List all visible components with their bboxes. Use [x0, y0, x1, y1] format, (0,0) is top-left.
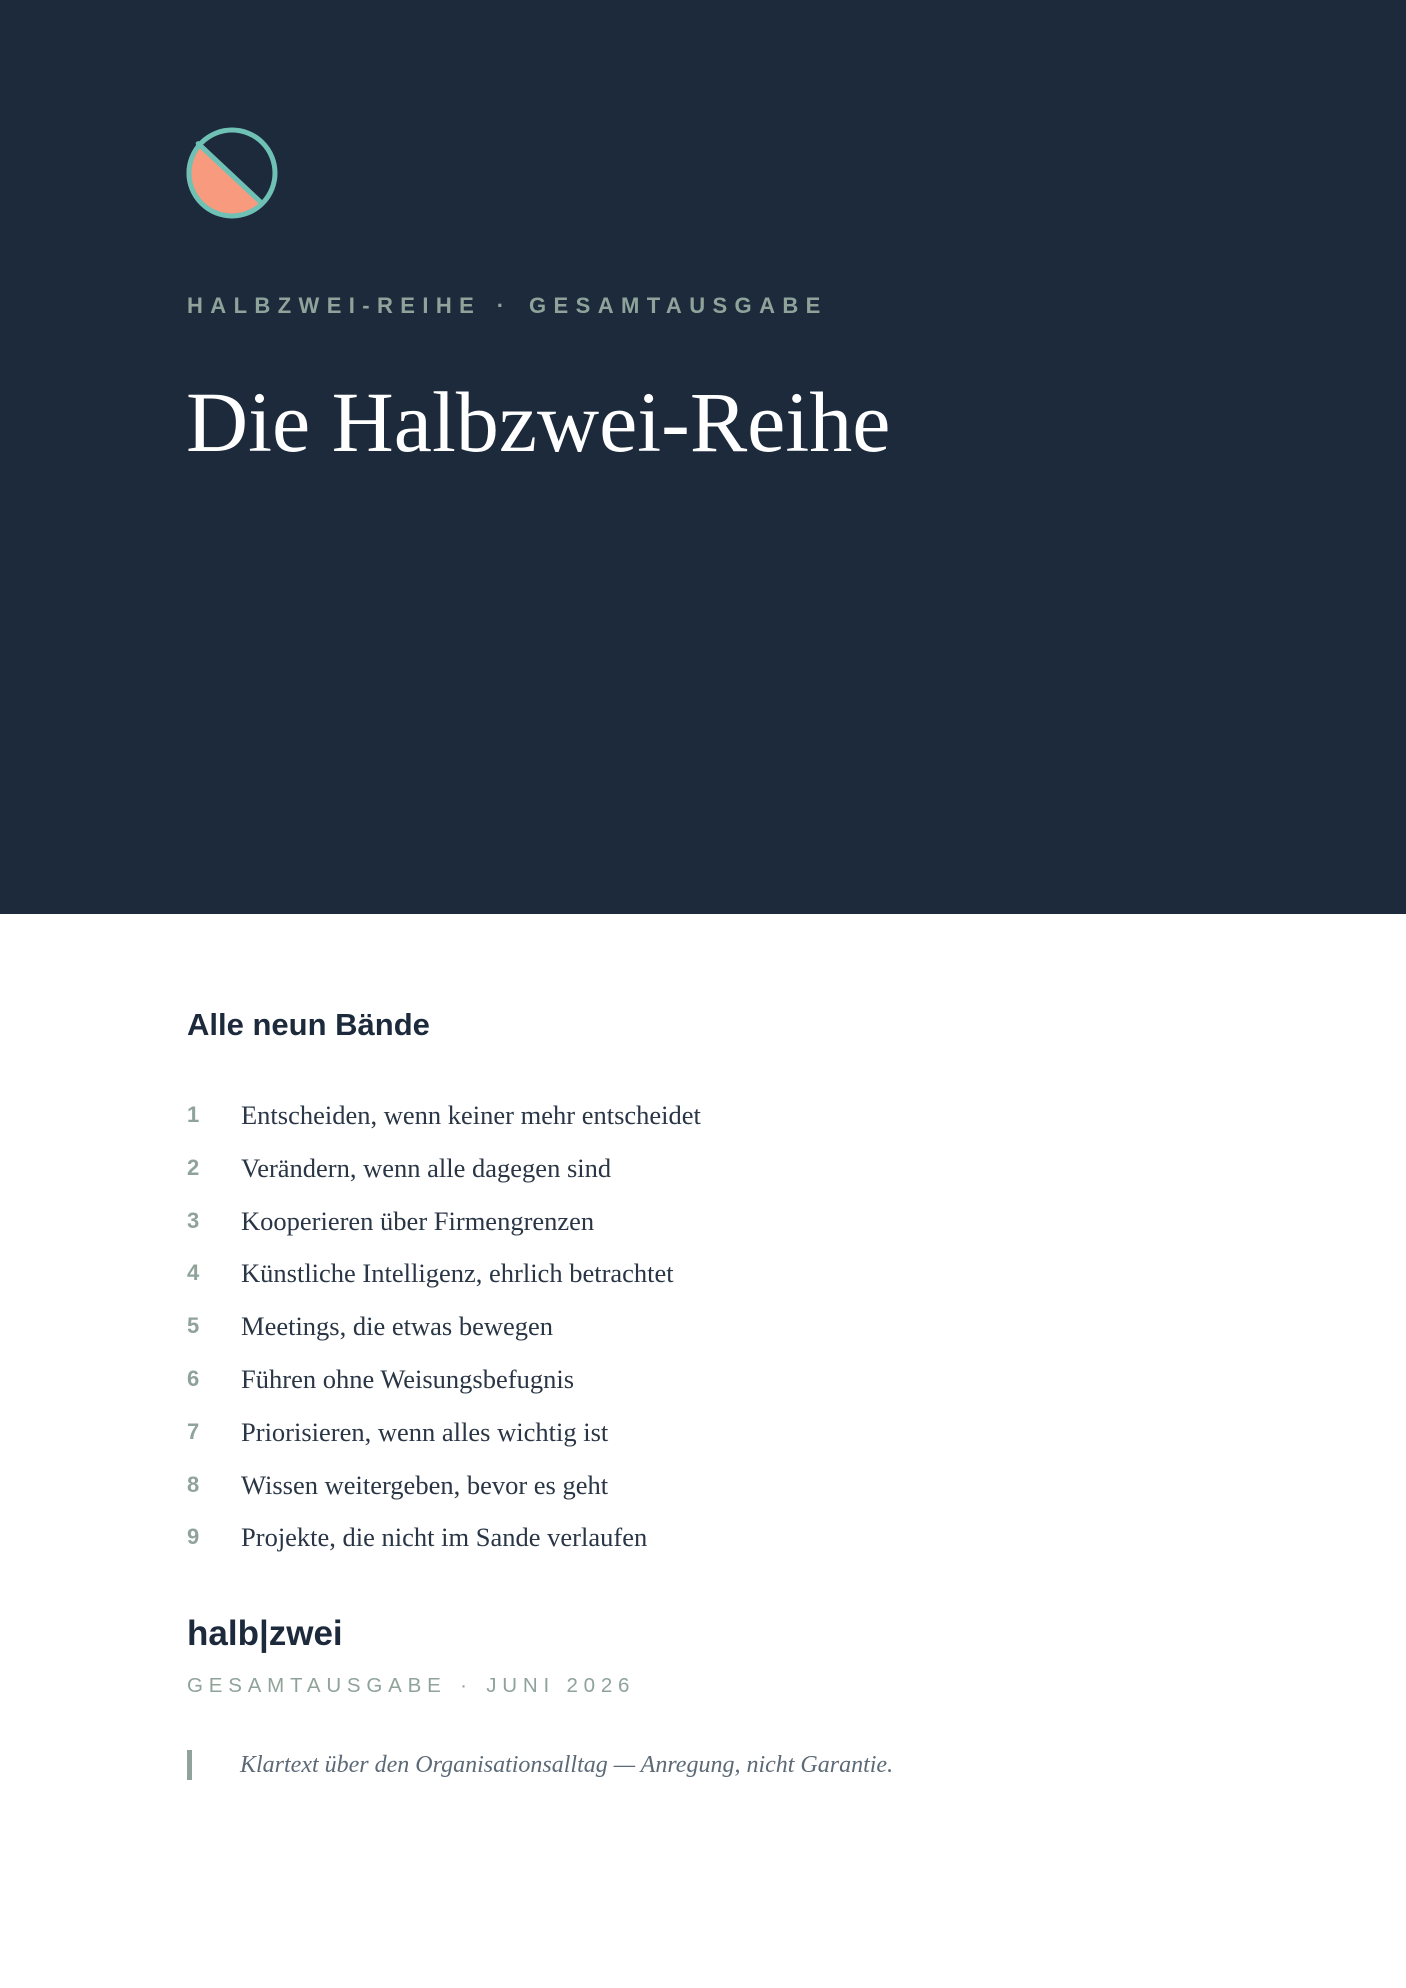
volume-list	[187, 1096, 701, 1571]
list-item	[187, 1413, 701, 1466]
volume-title: Meetings, die etwas bewegen	[241, 1311, 554, 1342]
page-title: Die Halbzwei-Reihe	[186, 374, 891, 470]
halbzwei-circle-logo-icon	[186, 126, 278, 222]
volumes-heading: Alle neun Bände	[187, 1007, 430, 1042]
volume-number: 5	[187, 1313, 200, 1339]
edition-label: GESAMTAUSGABE	[187, 1674, 447, 1697]
eyebrow-series-name: HALBZWEI-REIHE	[187, 293, 482, 318]
edition-line	[187, 1674, 635, 1698]
list-item	[187, 1202, 701, 1255]
volume-number: 4	[187, 1260, 200, 1286]
volume-title: Kooperieren über Firmengrenzen	[241, 1205, 595, 1236]
list-item	[187, 1149, 701, 1202]
volume-title: Projekte, die nicht im Sande verlaufen	[241, 1522, 648, 1553]
list-item	[187, 1360, 701, 1413]
edition-separator: ·	[460, 1674, 473, 1697]
eyebrow-edition: GESAMTAUSGABE	[529, 293, 828, 318]
list-item	[187, 1518, 701, 1571]
volume-number: 9	[187, 1524, 200, 1550]
volume-title: Priorisieren, wenn alles wichtig ist	[241, 1416, 609, 1447]
list-item	[187, 1254, 701, 1307]
volume-number: 7	[187, 1418, 200, 1444]
list-item	[187, 1307, 701, 1360]
list-item	[187, 1466, 701, 1519]
volume-number: 3	[187, 1207, 200, 1233]
brand-wordmark: halb|zwei	[187, 1614, 343, 1653]
volume-number: 1	[187, 1102, 200, 1127]
list-item	[187, 1096, 701, 1149]
volume-title: Verändern, wenn alle dagegen sind	[241, 1152, 612, 1183]
volume-number: 8	[187, 1471, 200, 1497]
tagline-quote	[187, 1750, 893, 1780]
tagline-text: Klartext über den Organisationsalltag — Anregung, nicht Garantie.	[240, 1752, 894, 1778]
hero-banner	[0, 0, 1406, 914]
volume-title: Führen ohne Weisungsbefugnis	[241, 1363, 575, 1394]
edition-date: JUNI 2026	[486, 1674, 636, 1697]
volume-title: Wissen weitergeben, bevor es geht	[241, 1469, 609, 1500]
volume-number: 6	[187, 1365, 200, 1391]
volume-title: Künstliche Intelligenz, ehrlich betrachtet	[241, 1258, 674, 1289]
series-eyebrow	[187, 293, 828, 319]
eyebrow-separator: ·	[496, 293, 512, 318]
volume-title: Entscheiden, wenn keiner mehr entscheidet	[241, 1100, 701, 1130]
volume-number: 2	[187, 1154, 200, 1180]
